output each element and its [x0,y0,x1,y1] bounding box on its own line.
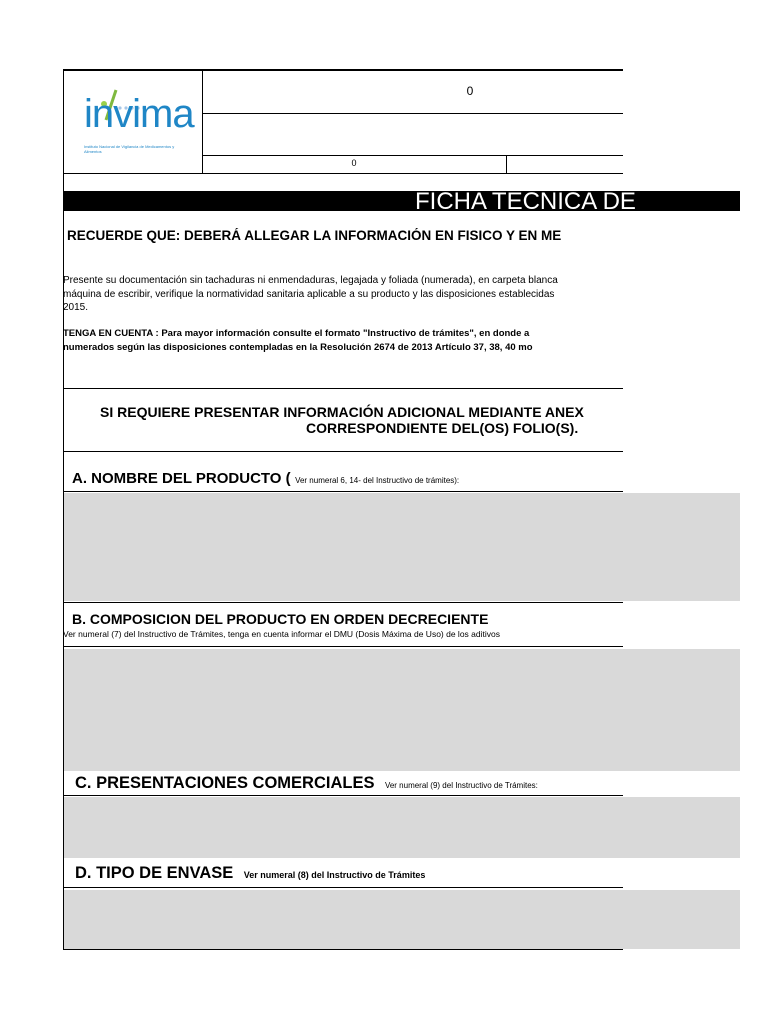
composicion-field[interactable] [64,649,740,771]
header-bottom-line [63,173,623,174]
header-row-line-1 [202,113,623,114]
header-bottom-cell [202,158,506,168]
logo-wordmark: invima [84,92,194,136]
tenga-line-2: numerados según las disposiciones contempladas en la Resolución 2674 de 2013 Artículo 37, 38, 40 mo [63,342,533,353]
section-a-line [63,491,623,492]
divider-si-bottom [63,451,623,452]
section-b-title: B. COMPOSICION DEL PRODUCTO EN ORDEN DECRECIENTE [72,611,489,627]
section-c-note: Ver numeral (9) del Instructivo de Trámites: [384,781,538,790]
header-cell-divider [506,155,507,173]
tenga-line-1: TENGA EN CUENTA : Para mayor información consulte el formato "Instructivo de trámites", en donde a [63,328,530,339]
instruction-line-3: 2015. [63,302,89,313]
form-bottom-border [63,949,623,950]
section-d-line [63,887,623,888]
section-d-note: Ver numeral (8) del Instructivo de Trámites [243,870,426,880]
section-a-note: Ver numeral 6, 14- del Instructivo de trámites): [295,476,460,485]
page-title: FICHA TECNICA DE [415,191,636,211]
section-c-header [75,774,623,793]
si-requiere-line-1: SI REQUIERE PRESENTAR INFORMACIÓN ADICIONAL MEDIANTE ANEX [100,404,584,420]
section-d-title: D. TIPO DE ENVASE [75,864,234,882]
section-c-title: C. PRESENTACIONES COMERCIALES [75,774,375,792]
si-requiere-line-2: CORRESPONDIENTE DEL(OS) FOLIO(S). [306,420,579,436]
section-a-title: A. NOMBRE DEL PRODUCTO ( [72,470,291,487]
instruction-line-2: máquina de escribir, verifique la normatividad sanitaria aplicable a su producto y las disposiciones establecidas [63,289,555,300]
header-top-cell [202,84,738,98]
divider-si-top [63,388,623,389]
tipo-envase-field[interactable] [64,890,740,949]
header-row-line-2 [202,155,623,156]
section-b-line [63,646,623,647]
title-bar [64,191,740,211]
logo-subtitle: Instituto Nacional de Vigilancia de Medicamentos y Alimentos [84,144,175,154]
section-b-line-top [63,602,623,603]
section-d-header [75,864,623,883]
presentaciones-field[interactable] [64,797,740,858]
section-a-header [72,470,623,488]
instruction-line-1: Presente su documentación sin tachaduras ni enmendaduras, legajada y foliada (numerada), en carpeta blanca [63,275,558,286]
invima-logo [64,70,202,172]
header-top-value: 0 [466,84,474,98]
header-bottom-value: 0 [351,158,357,168]
section-b-note: Ver numeral (7) del Instructivo de Trámites, tenga en cuenta informar el DMU (Dosis Máxima de Uso) de los aditivos [63,629,500,639]
nombre-producto-field[interactable] [64,493,740,601]
section-c-line [63,795,623,796]
recuerde-notice: RECUERDE QUE: DEBERÁ ALLEGAR LA INFORMACIÓN EN FISICO Y EN ME [67,228,562,243]
